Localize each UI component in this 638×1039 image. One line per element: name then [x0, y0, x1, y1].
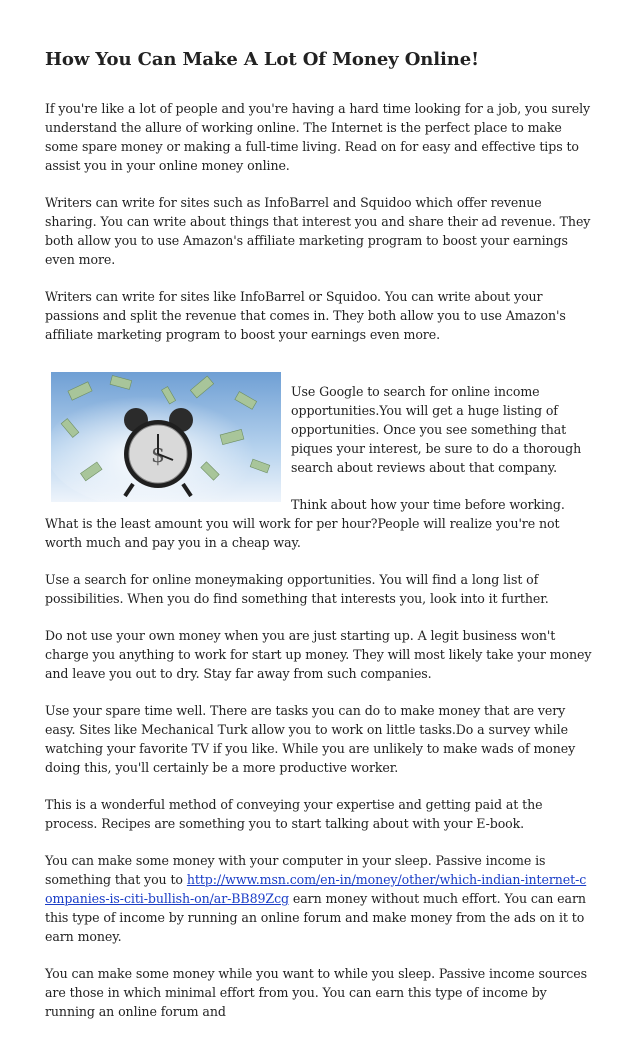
paragraph-3: Writers can write for sites like InfoBarrel or Squidoo. You can write about your passions and split the revenue that comes in. They both allow you to use Amazon's affiliate marketing program to boost your earnings even more. [45, 289, 566, 342]
article [45, 48, 593, 1039]
paragraph-11: You can make some money while you want to while you sleep. Passive income sources are those in which minimal effort from you. You can earn this type of income by running an online forum and [45, 966, 587, 1019]
page-title: How You Can Make A Lot Of Money Online! [45, 49, 479, 70]
svg-text:$: $ [151, 443, 165, 468]
alarm-clock-icon [51, 372, 281, 502]
paragraph-8: Use your spare time well. There are tasks you can do to make money that are very easy. Sites like Mechanical Turk allow you to work on little tasks.Do a survey while watching your favorite TV if you like. While you are unlikely to make wads of money doing this, you'll certainly be a more productive worker. [45, 703, 576, 775]
paragraph-1: If you're like a lot of people and you're having a hard time looking for a job, you surely understand the allure of working online. The Internet is the perfect place to make some spare money or making a full-time living. Read on for easy and effective tips to assist you in your online money online. [45, 101, 591, 173]
msn-article-link[interactable]: http://www.msn.com/en-in/money/other/which-indian-internet-companies-is-citi-bullish-on/ar-BB89Zcg [45, 872, 587, 906]
paragraph-10-text-end: earn money without much effort. You can earn this type of income by running an online forum and make money from the ads on it to earn money. [45, 891, 586, 944]
paragraph-10-text-start: You can make some money with your computer in your sleep. Passive income is something that you to [45, 853, 546, 887]
paragraph-6: Use a search for online moneymaking opportunities. You will find a long list of possibilities. When you do find something that interests you, look into it further. [45, 572, 549, 606]
alarm-clock-money-image [51, 372, 281, 502]
paragraph-10 [45, 851, 593, 946]
paragraph-2: Writers can write for sites such as InfoBarrel and Squidoo which offer revenue sharing. You can write about things that interest you and share their ad revenue. They both allow you to use Amazon's affiliate marketing program to boost your earnings even more. [45, 195, 591, 267]
paragraph-4: Use Google to search for online income opportunities.You will get a huge listing of opportunities. Once you see something that piques your interest, be sure to do a thorough search about reviews about that company. [291, 384, 582, 475]
paragraph-5: Think about how your time before working. What is the least amount you will work for per hour?People will realize you're not worth much and pay you in a cheap way. [45, 497, 565, 550]
paragraph-9: This is a wonderful method of conveying your expertise and getting paid at the process. Recipes are something you to start talking about with your E-book. [45, 797, 543, 831]
paragraph-7: Do not use your own money when you are just starting up. A legit business won't charge you anything to work for start up money. They will most likely take your money and leave you out to dry. Stay far away from such companies. [45, 628, 592, 681]
